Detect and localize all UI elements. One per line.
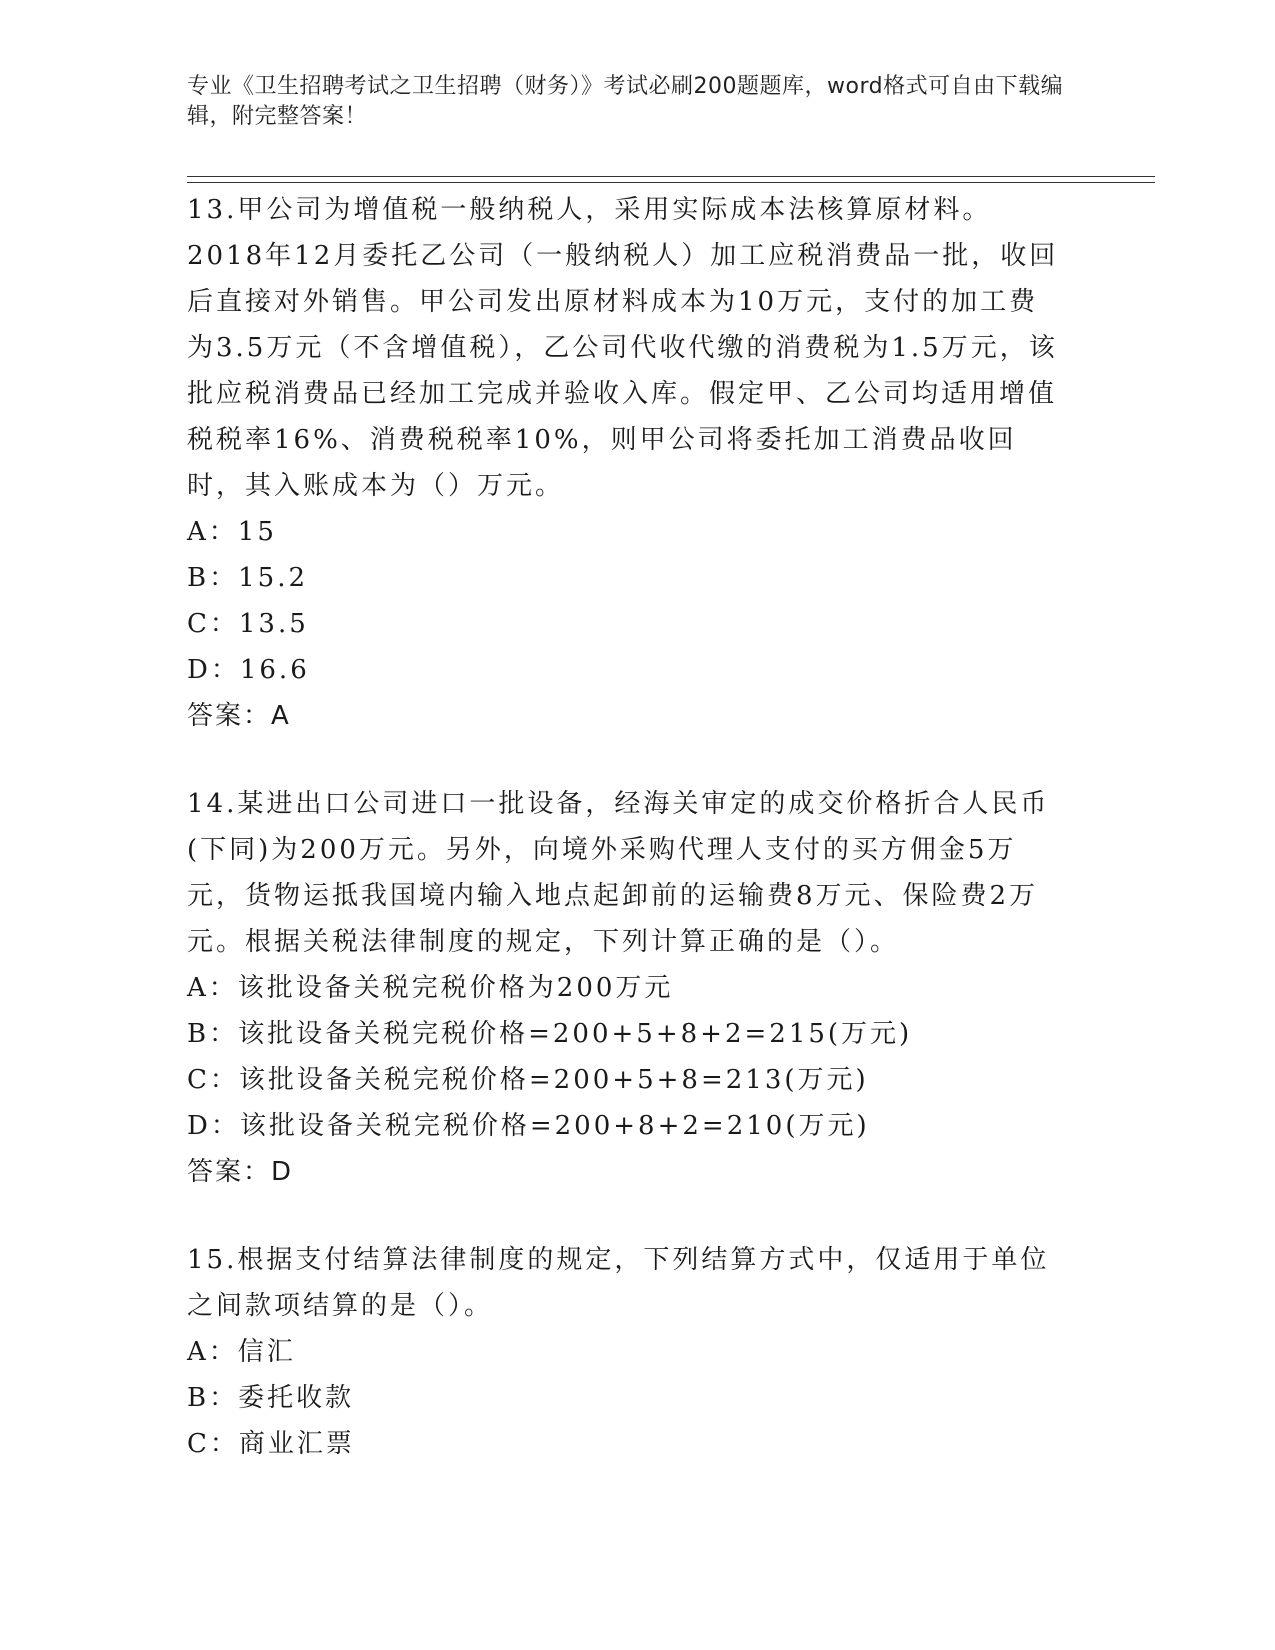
question-text: 15.根据支付结算法律制度的规定，下列结算方式中，仅适用于单位之间款项结算的是（）。 (187, 1245, 1050, 1321)
option-a: A：15 (187, 517, 277, 547)
option-b: B：15.2 (187, 563, 308, 593)
option-c: C：该批设备关税完税价格=200+5+8=213(万元) (187, 1065, 869, 1095)
header-rule-top (187, 176, 1155, 177)
option-b: B：委托收款 (187, 1383, 355, 1413)
question-text: 14.某进出口公司进口一批设备，经海关审定的成交价格折合人民币(下同)为200万元。另外，向境外采购代理人支付的买方佣金5万元，货物运抵我国境内输入地点起卸前的运输费8万元、保险费2万元。根据关税法律制度的规定，下列计算正确的是（）。 (187, 789, 1050, 957)
option-d: D：该批设备关税完税价格=200+8+2=210(万元) (187, 1111, 870, 1141)
option-a: A：信汇 (187, 1337, 296, 1367)
question-list (187, 187, 1067, 1509)
question-13 (187, 187, 1067, 739)
answer: 答案：A (187, 701, 291, 731)
question-15 (187, 1237, 1067, 1467)
option-c: C：13.5 (187, 609, 309, 639)
option-c: C：商业汇票 (187, 1429, 355, 1459)
option-b: B：该批设备关税完税价格=200+5+8+2=215(万元) (187, 1019, 913, 1049)
document-header: 专业《卫生招聘考试之卫生招聘（财务）》考试必刷200题题库，word格式可自由下载编辑，附完整答案！ (187, 74, 1064, 129)
answer: 答案：D (187, 1157, 294, 1187)
option-a: A：该批设备关税完税价格为200万元 (187, 973, 674, 1003)
question-text: 13.甲公司为增值税一般纳税人，采用实际成本法核算原材料。2018年12月委托乙公司（一般纳税人）加工应税消费品一批，收回后直接对外销售。甲公司发出原材料成本为10万元，支付的加工费为3.5万元（不含增值税），乙公司代收代缴的消费税为1.5万元，该批应税消费品已经加工完成并验收入库。假定甲、乙公司均适用增值税税率16%、消费税税率10%，则甲公司将委托加工消费品收回时，其入账成本为（）万元。 (187, 195, 1059, 501)
header-rule-bottom (187, 182, 1155, 183)
question-14 (187, 781, 1067, 1195)
option-d: D：16.6 (187, 655, 310, 685)
